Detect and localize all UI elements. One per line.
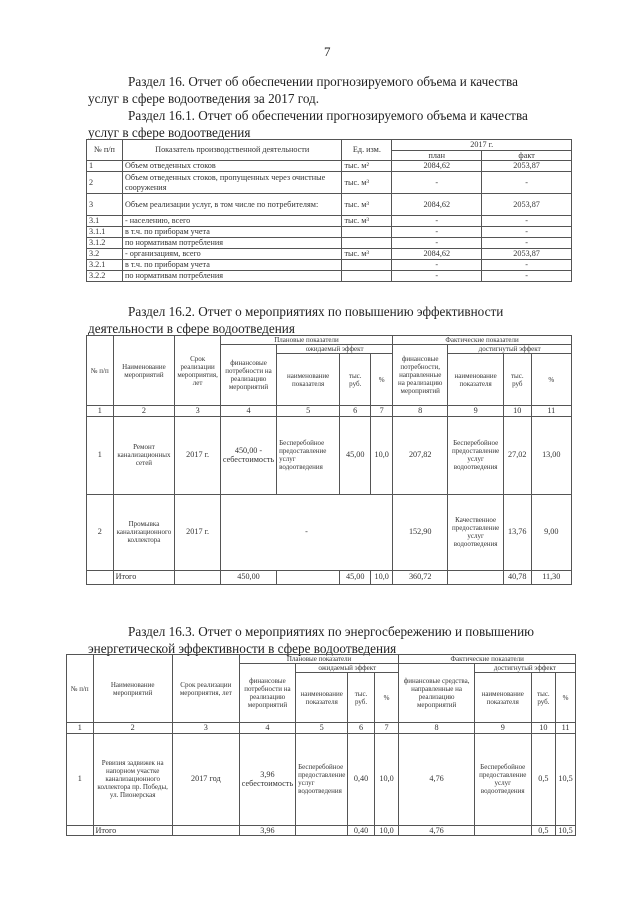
section-16-1-title: Раздел 16.1. Отчет об обеспечении прогнозируемого объема и качества услуг в сфере водоотведения — [88, 108, 528, 140]
column-number: 4 — [239, 723, 295, 734]
column-number: 11 — [556, 723, 576, 734]
row-num: 1 — [67, 733, 94, 825]
row-plan-merged: - — [220, 494, 392, 570]
row-fin: 3,96 себестоимость — [239, 733, 295, 825]
row-unit: тыс. м³ — [342, 249, 392, 260]
row-term: 2017 год — [172, 733, 239, 825]
header-ind-name: наименование показателя — [277, 354, 340, 406]
total-pct: 10,0 — [371, 570, 393, 584]
row-name: Объем отведенных стоков, пропущенных через очистные сооружения — [122, 172, 342, 194]
header-pct2: % — [556, 673, 576, 723]
row-num: 2 — [87, 172, 123, 194]
column-number: 5 — [277, 406, 340, 417]
header-rub2: тыс. руб — [503, 354, 531, 406]
row-name: Ремонт канализационных сетей — [113, 416, 175, 494]
header-expected: ожидаемый эффект — [296, 664, 399, 673]
header-year: 2017 г. — [392, 140, 572, 151]
header-expected: ожидаемый эффект — [277, 345, 393, 354]
header-fin-need: финансовые потребности на реализацию мероприятий — [239, 664, 295, 723]
row-unit — [342, 260, 392, 271]
row-name: в т.ч. по приборам учета — [122, 260, 342, 271]
row-fin-fact: 4,76 — [399, 733, 474, 825]
row-num: 3.1 — [87, 216, 123, 227]
header-pct: % — [371, 354, 393, 406]
row-plan: 2084,62 — [392, 249, 482, 260]
header-ind-name: наименование показателя — [296, 673, 348, 723]
section-16-2-title: Раздел 16.2. Отчет о мероприятиях по повышению эффективности деятельности в сфере водоотведения — [88, 304, 504, 336]
row-rub-fact: 27,02 — [503, 416, 531, 494]
column-numbers-row — [87, 406, 572, 417]
table-16-2 — [86, 335, 572, 585]
header-rub: тыс. руб. — [340, 354, 371, 406]
total-effect-fact — [474, 825, 531, 836]
row-effect-fact: Бесперебойное предоставление услуг водоотведения — [474, 733, 531, 825]
row-effect-fact: Качественное предоставление услуг водоотведения — [448, 494, 504, 570]
row-num: 3.1.2 — [87, 238, 123, 249]
row-plan: - — [392, 216, 482, 227]
column-number: 9 — [448, 406, 504, 417]
column-numbers-row — [67, 723, 576, 734]
header-ind-name2: наименование показателя — [474, 673, 531, 723]
total-term — [172, 825, 239, 836]
header-fact-group: Фактические показатели — [393, 336, 572, 345]
column-number: 6 — [340, 406, 371, 417]
table-row — [87, 172, 572, 194]
row-unit: тыс. м³ — [342, 194, 392, 216]
row-name: по нормативам потребления — [122, 238, 342, 249]
column-number: 1 — [67, 723, 94, 734]
column-number: 5 — [296, 723, 348, 734]
column-number: 7 — [371, 406, 393, 417]
header-rub2: тыс. руб. — [531, 673, 555, 723]
row-unit — [342, 271, 392, 282]
total-effect — [296, 825, 348, 836]
column-number: 8 — [393, 406, 448, 417]
table-row — [87, 271, 572, 282]
column-number: 3 — [175, 406, 221, 417]
header-fin-dir: финансовые средства, направленные на реализацию мероприятий — [399, 664, 474, 723]
row-fact: - — [482, 216, 572, 227]
row-plan: - — [392, 227, 482, 238]
table-row — [87, 249, 572, 260]
total-rub-fact: 40,78 — [503, 570, 531, 584]
column-number: 2 — [93, 723, 172, 734]
row-plan: 2084,62 — [392, 161, 482, 172]
header-num: № п/п — [87, 140, 123, 161]
table-row — [87, 216, 572, 227]
row-num: 3.2.1 — [87, 260, 123, 271]
row-name: Промывка канализационного коллектора — [113, 494, 175, 570]
row-unit: тыс. м³ — [342, 172, 392, 194]
row-effect: Бесперебойное предоставление услуг водоотведения — [296, 733, 348, 825]
table-16-1 — [86, 139, 572, 282]
table-16-3 — [66, 654, 576, 836]
total-rub: 45,00 — [340, 570, 371, 584]
header-fin-dir: финансовые потребности, направленные на реализацию мероприятий — [393, 345, 448, 406]
row-fin: 450,00 - себестоимость — [220, 416, 276, 494]
row-fin-fact: 207,82 — [393, 416, 448, 494]
total-fin: 3,96 — [239, 825, 295, 836]
row-rub: 0,40 — [348, 733, 374, 825]
column-number: 3 — [172, 723, 239, 734]
row-term: 2017 г. — [175, 416, 221, 494]
header-pct: % — [374, 673, 399, 723]
row-term: 2017 г. — [175, 494, 221, 570]
header-rub: тыс. руб. — [348, 673, 374, 723]
column-number: 11 — [531, 406, 571, 417]
total-pct: 10,0 — [374, 825, 399, 836]
header-name: Наименование мероприятий — [93, 655, 172, 723]
row-unit: тыс. м³ — [342, 216, 392, 227]
total-row — [67, 825, 576, 836]
row-pct: 10,0 — [371, 416, 393, 494]
total-effect-fact — [448, 570, 504, 584]
row-pct-fact: 9,00 — [531, 494, 571, 570]
row-num: 1 — [87, 161, 123, 172]
row-pct-fact: 10,5 — [556, 733, 576, 825]
row-rub-fact: 13,76 — [503, 494, 531, 570]
total-fin-fact: 360,72 — [393, 570, 448, 584]
table-row — [87, 494, 572, 570]
total-num — [67, 825, 94, 836]
column-number: 9 — [474, 723, 531, 734]
header-fact: факт — [482, 150, 572, 161]
header-plan: план — [392, 150, 482, 161]
total-fin: 450,00 — [220, 570, 276, 584]
header-plan-group: Плановые показатели — [220, 336, 392, 345]
row-num: 2 — [87, 494, 114, 570]
row-unit — [342, 227, 392, 238]
total-rub: 0,40 — [348, 825, 374, 836]
row-name: Ревизия задвижек на напорном участке канализационного коллектора пр. Победы, ул. Пионерская — [93, 733, 172, 825]
row-fact: - — [482, 260, 572, 271]
row-fact: - — [482, 238, 572, 249]
row-fact: 2053,87 — [482, 194, 572, 216]
header-fact-group: Фактические показатели — [399, 655, 576, 664]
total-effect — [277, 570, 340, 584]
row-plan: - — [392, 238, 482, 249]
column-number: 1 — [87, 406, 114, 417]
total-fin-fact: 4,76 — [399, 825, 474, 836]
row-name: Объем реализации услуг, в том числе по потребителям: — [122, 194, 342, 216]
header-achieved: достигнутый эффект — [474, 664, 575, 673]
section-16-title: Раздел 16. Отчет об обеспечении прогнозируемого объема и качества услуг в сфере водоотведения за 2017 год. — [88, 74, 518, 106]
header-fin-need: финансовые потребности на реализацию мероприятий — [220, 345, 276, 406]
header-plan-group: Плановые показатели — [239, 655, 399, 664]
row-unit: тыс. м² — [342, 161, 392, 172]
header-term: Срок реализации мероприятия, лет — [175, 336, 221, 406]
column-number: 8 — [399, 723, 474, 734]
total-row — [87, 570, 572, 584]
page-number: 7 — [324, 44, 331, 59]
row-name: Объем отведенных стоков — [122, 161, 342, 172]
header-term: Срок реализации мероприятия, лет — [172, 655, 239, 723]
column-number: 2 — [113, 406, 175, 417]
header-name: Наименование мероприятий — [113, 336, 175, 406]
row-num: 3 — [87, 194, 123, 216]
row-num: 1 — [87, 416, 114, 494]
row-name: - населению, всего — [122, 216, 342, 227]
column-number: 4 — [220, 406, 276, 417]
row-name: в т.ч. по приборам учета — [122, 227, 342, 238]
row-fact: 2053,87 — [482, 249, 572, 260]
header-num: № п/п — [67, 655, 94, 723]
header-pct2: % — [531, 354, 571, 406]
table-row — [87, 238, 572, 249]
total-pct-fact: 11,30 — [531, 570, 571, 584]
total-pct-fact: 10,5 — [556, 825, 576, 836]
row-effect-fact: Бесперебойное предоставление услуг водоотведения — [448, 416, 504, 494]
table-row — [87, 260, 572, 271]
row-name: по нормативам потребления — [122, 271, 342, 282]
row-plan: - — [392, 172, 482, 194]
table-row — [87, 161, 572, 172]
row-effect: Бесперебойное предоставление услуг водоотведения — [277, 416, 340, 494]
table-row — [87, 227, 572, 238]
column-number: 10 — [503, 406, 531, 417]
row-plan: - — [392, 271, 482, 282]
row-rub: 45,00 — [340, 416, 371, 494]
section-16-3-title: Раздел 16.3. Отчет о мероприятиях по энергосбережению и повышению энергетической эффективности в сфере водоотведения — [88, 624, 535, 656]
total-label: Итого — [93, 825, 172, 836]
total-num — [87, 570, 114, 584]
row-pct-fact: 13,00 — [531, 416, 571, 494]
row-num: 3.1.1 — [87, 227, 123, 238]
row-unit — [342, 238, 392, 249]
row-num: 3.2 — [87, 249, 123, 260]
header-achieved: достигнутый эффект — [448, 345, 572, 354]
table-row — [67, 733, 576, 825]
row-fact: 2053,87 — [482, 161, 572, 172]
total-rub-fact: 0,5 — [531, 825, 555, 836]
total-label: Итого — [113, 570, 175, 584]
row-pct: 10,0 — [374, 733, 399, 825]
column-number: 7 — [374, 723, 399, 734]
header-ind-name2: наименование показателя — [448, 354, 504, 406]
row-name: - организациям, всего — [122, 249, 342, 260]
row-num: 3.2.2 — [87, 271, 123, 282]
header-indicator: Показатель производственной деятельности — [122, 140, 342, 161]
column-number: 10 — [531, 723, 555, 734]
row-fact: - — [482, 227, 572, 238]
row-plan: 2084,62 — [392, 194, 482, 216]
row-plan: - — [392, 260, 482, 271]
table-row — [87, 194, 572, 216]
column-number: 6 — [348, 723, 374, 734]
header-num: № п/п — [87, 336, 114, 406]
table-row — [87, 416, 572, 494]
header-unit: Ед. изм. — [342, 140, 392, 161]
total-term — [175, 570, 221, 584]
row-fin-fact: 152,90 — [393, 494, 448, 570]
row-fact: - — [482, 172, 572, 194]
row-fact: - — [482, 271, 572, 282]
row-rub-fact: 0,5 — [531, 733, 555, 825]
